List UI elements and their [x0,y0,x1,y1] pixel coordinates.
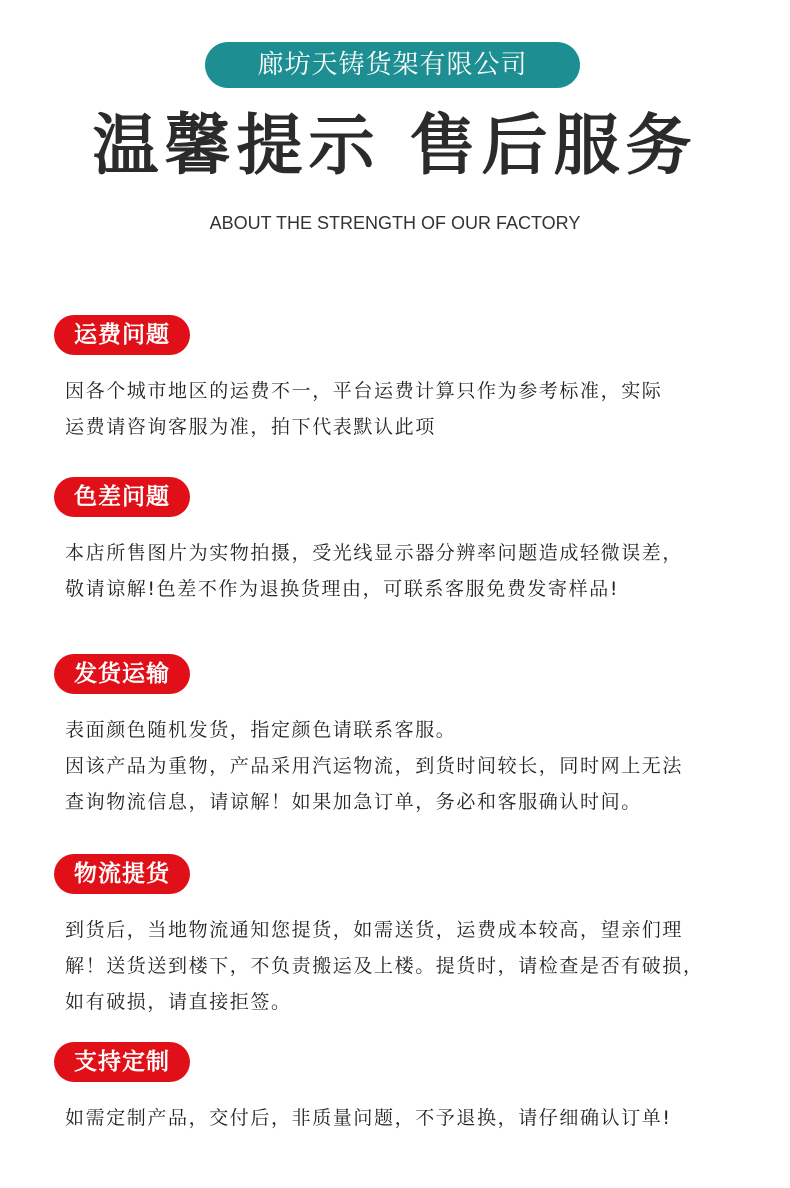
section-text-line: 如有破损，请直接拒签。 [65,991,292,1013]
company-name-pill [205,42,580,88]
section-badge: 运费问题 [54,315,190,355]
section-text-line: 本店所售图片为实物拍摄，受光线显示器分辨率问题造成轻微误差， [65,542,684,564]
page-subtitle: ABOUT THE STRENGTH OF OUR FACTORY [209,213,581,233]
page-title: 温馨提示 售后服务 [92,107,698,184]
section-badge: 物流提货 [54,854,190,894]
section-text-line: 如需定制产品，交付后，非质量问题，不予退换，请仔细确认订单! [65,1107,672,1129]
section-text-line: 查询物流信息，请谅解！如果加急订单，务必和客服确认时间。 [65,791,642,813]
section-body [65,712,765,820]
section-text-line: 解！送货送到楼下，不负责搬运及上楼。提货时，请检查是否有破损， [65,955,704,977]
section-text-line: 因各个城市地区的运费不一，平台运费计算只作为参考标准，实际 [65,380,663,402]
section-text-line: 因该产品为重物，产品采用汽运物流，到货时间较长，同时网上无法 [65,755,684,777]
company-name: 廊坊天铸货架有限公司 [257,50,528,80]
section-text-line: 运费请咨询客服为准，拍下代表默认此项 [65,416,436,438]
section-body [65,373,765,445]
section-badge: 色差问题 [54,477,190,517]
section-body [65,1100,765,1136]
section-body [65,535,765,607]
section-badge: 发货运输 [54,654,190,694]
section-text-line: 到货后，当地物流通知您提货，如需送货，运费成本较高，望亲们理 [65,919,684,941]
section-body [65,912,765,1020]
section-badge: 支持定制 [54,1042,190,1082]
section-text-line: 敬请谅解!色差不作为退换货理由，可联系客服免费发寄样品! [65,578,620,600]
section-text-line: 表面颜色随机发货，指定颜色请联系客服。 [65,719,457,741]
